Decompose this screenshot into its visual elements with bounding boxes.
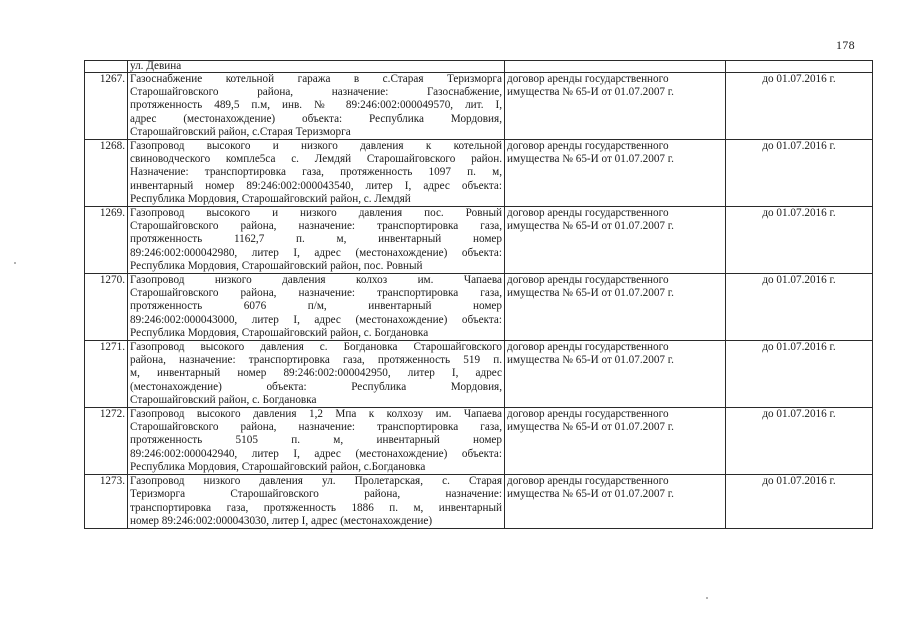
document-line: договор аренды государственного xyxy=(507,475,669,488)
document-line: имущества № 65-И от 01.07.2007 г. xyxy=(507,354,674,367)
document-line: договор аренды государственного xyxy=(507,140,669,153)
description-line: Газопровод низкого давления колхоз им. Чапаева xyxy=(130,274,502,287)
cell-date: до 01.07.2016 г. xyxy=(726,341,873,408)
description-line: Газопровод высокого и низкого давления к котельной xyxy=(130,140,502,153)
document-line: имущества № 65-И от 01.07.2007 г. xyxy=(507,153,674,166)
cell-document xyxy=(505,61,726,73)
cell-description xyxy=(128,207,505,274)
description-line: Старошайговского района, назначение: транспортировка газа, xyxy=(130,421,502,434)
description-line: Старошайговский район, с. Богдановка xyxy=(130,393,317,406)
description-line: Газоснабжение котельной гаража в с.Старая Теризморга xyxy=(130,73,502,85)
cell-date xyxy=(726,61,873,73)
description-line: 89:246:002:000043000, литер I, адрес (местонахождение) объекта: xyxy=(130,313,502,326)
document-line: имущества № 65-И от 01.07.2007 г. xyxy=(507,421,674,434)
document-line: договор аренды государственного xyxy=(507,274,669,287)
description-line: протяженность 489,5 п.м, инв. № 89:246:002:000049570, лит. I, xyxy=(130,99,502,112)
scan-speck xyxy=(706,597,708,599)
description-line: Теризморга Старошайговского района, назначение: xyxy=(130,488,502,501)
document-line: имущества № 65-И от 01.07.2007 г. xyxy=(507,220,674,233)
cell-date: до 01.07.2016 г. xyxy=(726,475,873,529)
cell-number: 1271. xyxy=(85,341,128,408)
document-line: договор аренды государственного xyxy=(507,341,669,354)
cell-number: 1268. xyxy=(85,140,128,207)
cell-document xyxy=(505,408,726,475)
table-row xyxy=(85,475,873,529)
cell-number xyxy=(85,61,128,73)
cell-description xyxy=(128,140,505,207)
cell-description xyxy=(128,73,505,140)
description-line: Старошайговский район, с.Старая Теризморга xyxy=(130,125,351,138)
description-line: Республика Мордовия, Старошайговский район, пос. Ровный xyxy=(130,259,423,272)
cell-description xyxy=(128,341,505,408)
description-line: 89:246:002:000042940, литер I, адрес (местонахождение) объекта: xyxy=(130,447,502,460)
table-row xyxy=(85,341,873,408)
cell-date: до 01.07.2016 г. xyxy=(726,140,873,207)
table-row xyxy=(85,207,873,274)
document-line: имущества № 65-И от 01.07.2007 г. xyxy=(507,488,674,501)
description-line: (местонахождение) объекта: Республика Мордовия, xyxy=(130,380,502,393)
cell-date: до 01.07.2016 г. xyxy=(726,274,873,341)
description-line: транспортировка газа, протяженность 1886 п. м, инвентарный xyxy=(130,501,502,514)
cell-document xyxy=(505,475,726,529)
description-line: свиноводческого компле5са с. Лемдяй Старошайговского район. xyxy=(130,153,502,166)
table-row xyxy=(85,140,873,207)
table-row xyxy=(85,73,873,140)
description-line: Газопровод высокого и низкого давления пос. Ровный xyxy=(130,207,502,220)
cell-description xyxy=(128,408,505,475)
description-line: Республика Мордовия, Старошайговский район, с. Лемдяй xyxy=(130,192,411,205)
table-row xyxy=(85,408,873,475)
description-line: Республика Мордовия, Старошайговский район, с. Богдановка xyxy=(130,326,429,339)
description-line: Старошайговского района, назначение: транспортировка газа, xyxy=(130,287,502,300)
cell-number: 1269. xyxy=(85,207,128,274)
description-line: Газопровод низкого давления ул. Пролетарская, с. Старая xyxy=(130,475,502,488)
description-line: Назначение: транспортировка газа, протяженность 1097 п. м, xyxy=(130,166,502,179)
property-registry-table xyxy=(84,60,873,529)
description-line: протяженность 6076 п/м, инвентарный номер xyxy=(130,300,502,313)
table-row xyxy=(85,274,873,341)
description-line: протяженность 5105 п. м, инвентарный номер xyxy=(130,434,502,447)
description-line: Газопровод высокого давления с. Богдановка Старошайговского xyxy=(130,341,502,354)
cell-description xyxy=(128,475,505,529)
cell-document xyxy=(505,207,726,274)
cell-document xyxy=(505,274,726,341)
cell-document xyxy=(505,341,726,408)
description-line: Старошайговского района, назначение: транспортировка газа, xyxy=(130,220,502,233)
cell-number: 1273. xyxy=(85,475,128,529)
cell-date: до 01.07.2016 г. xyxy=(726,207,873,274)
document-line: имущества № 65-И от 01.07.2007 г. xyxy=(507,287,674,300)
description-line: номер 89:246:002:000043030, литер I, адрес (местонахождение) xyxy=(130,514,433,527)
description-line: района, назначение: транспортировка газа, протяженность 519 п. xyxy=(130,354,502,367)
cell-date: до 01.07.2016 г. xyxy=(726,408,873,475)
registry-body xyxy=(85,61,873,529)
page-number: 178 xyxy=(836,38,855,52)
scan-speck xyxy=(14,262,16,264)
cell-document xyxy=(505,73,726,140)
description-line: инвентарный номер 89:246:002:000043540, литер I, адрес объекта: xyxy=(130,179,502,192)
description-line: м, инвентарный номер 89:246:002:000042950, литер I, адрес xyxy=(130,367,502,380)
description-line: 89:246:002:000042980, литер I, адрес (местонахождение) объекта: xyxy=(130,246,502,259)
description-line: Газопровод высокого давления 1,2 Мпа к колхозу им. Чапаева xyxy=(130,408,502,421)
cell-description: ул. Девина xyxy=(128,61,505,73)
cell-number: 1272. xyxy=(85,408,128,475)
description-line: адрес (местонахождение) объекта: Республика Мордовия, xyxy=(130,112,502,125)
cell-number: 1267. xyxy=(85,73,128,140)
description-line: протяженность 1162,7 п. м, инвентарный номер xyxy=(130,233,502,246)
description-line: Республика Мордовия, Старошайговский район, с.Богдановка xyxy=(130,460,426,473)
cell-number: 1270. xyxy=(85,274,128,341)
document-line: договор аренды государственного xyxy=(507,408,669,421)
continuation-row xyxy=(85,61,873,73)
document-line: имущества № 65-И от 01.07.2007 г. xyxy=(507,86,674,99)
cell-document xyxy=(505,140,726,207)
cell-date: до 01.07.2016 г. xyxy=(726,73,873,140)
cell-description xyxy=(128,274,505,341)
document-line: договор аренды государственного xyxy=(507,207,669,220)
description-line: Старошайговского района, назначение: Газоснабжение, xyxy=(130,86,502,99)
document-line: договор аренды государственного xyxy=(507,73,669,85)
